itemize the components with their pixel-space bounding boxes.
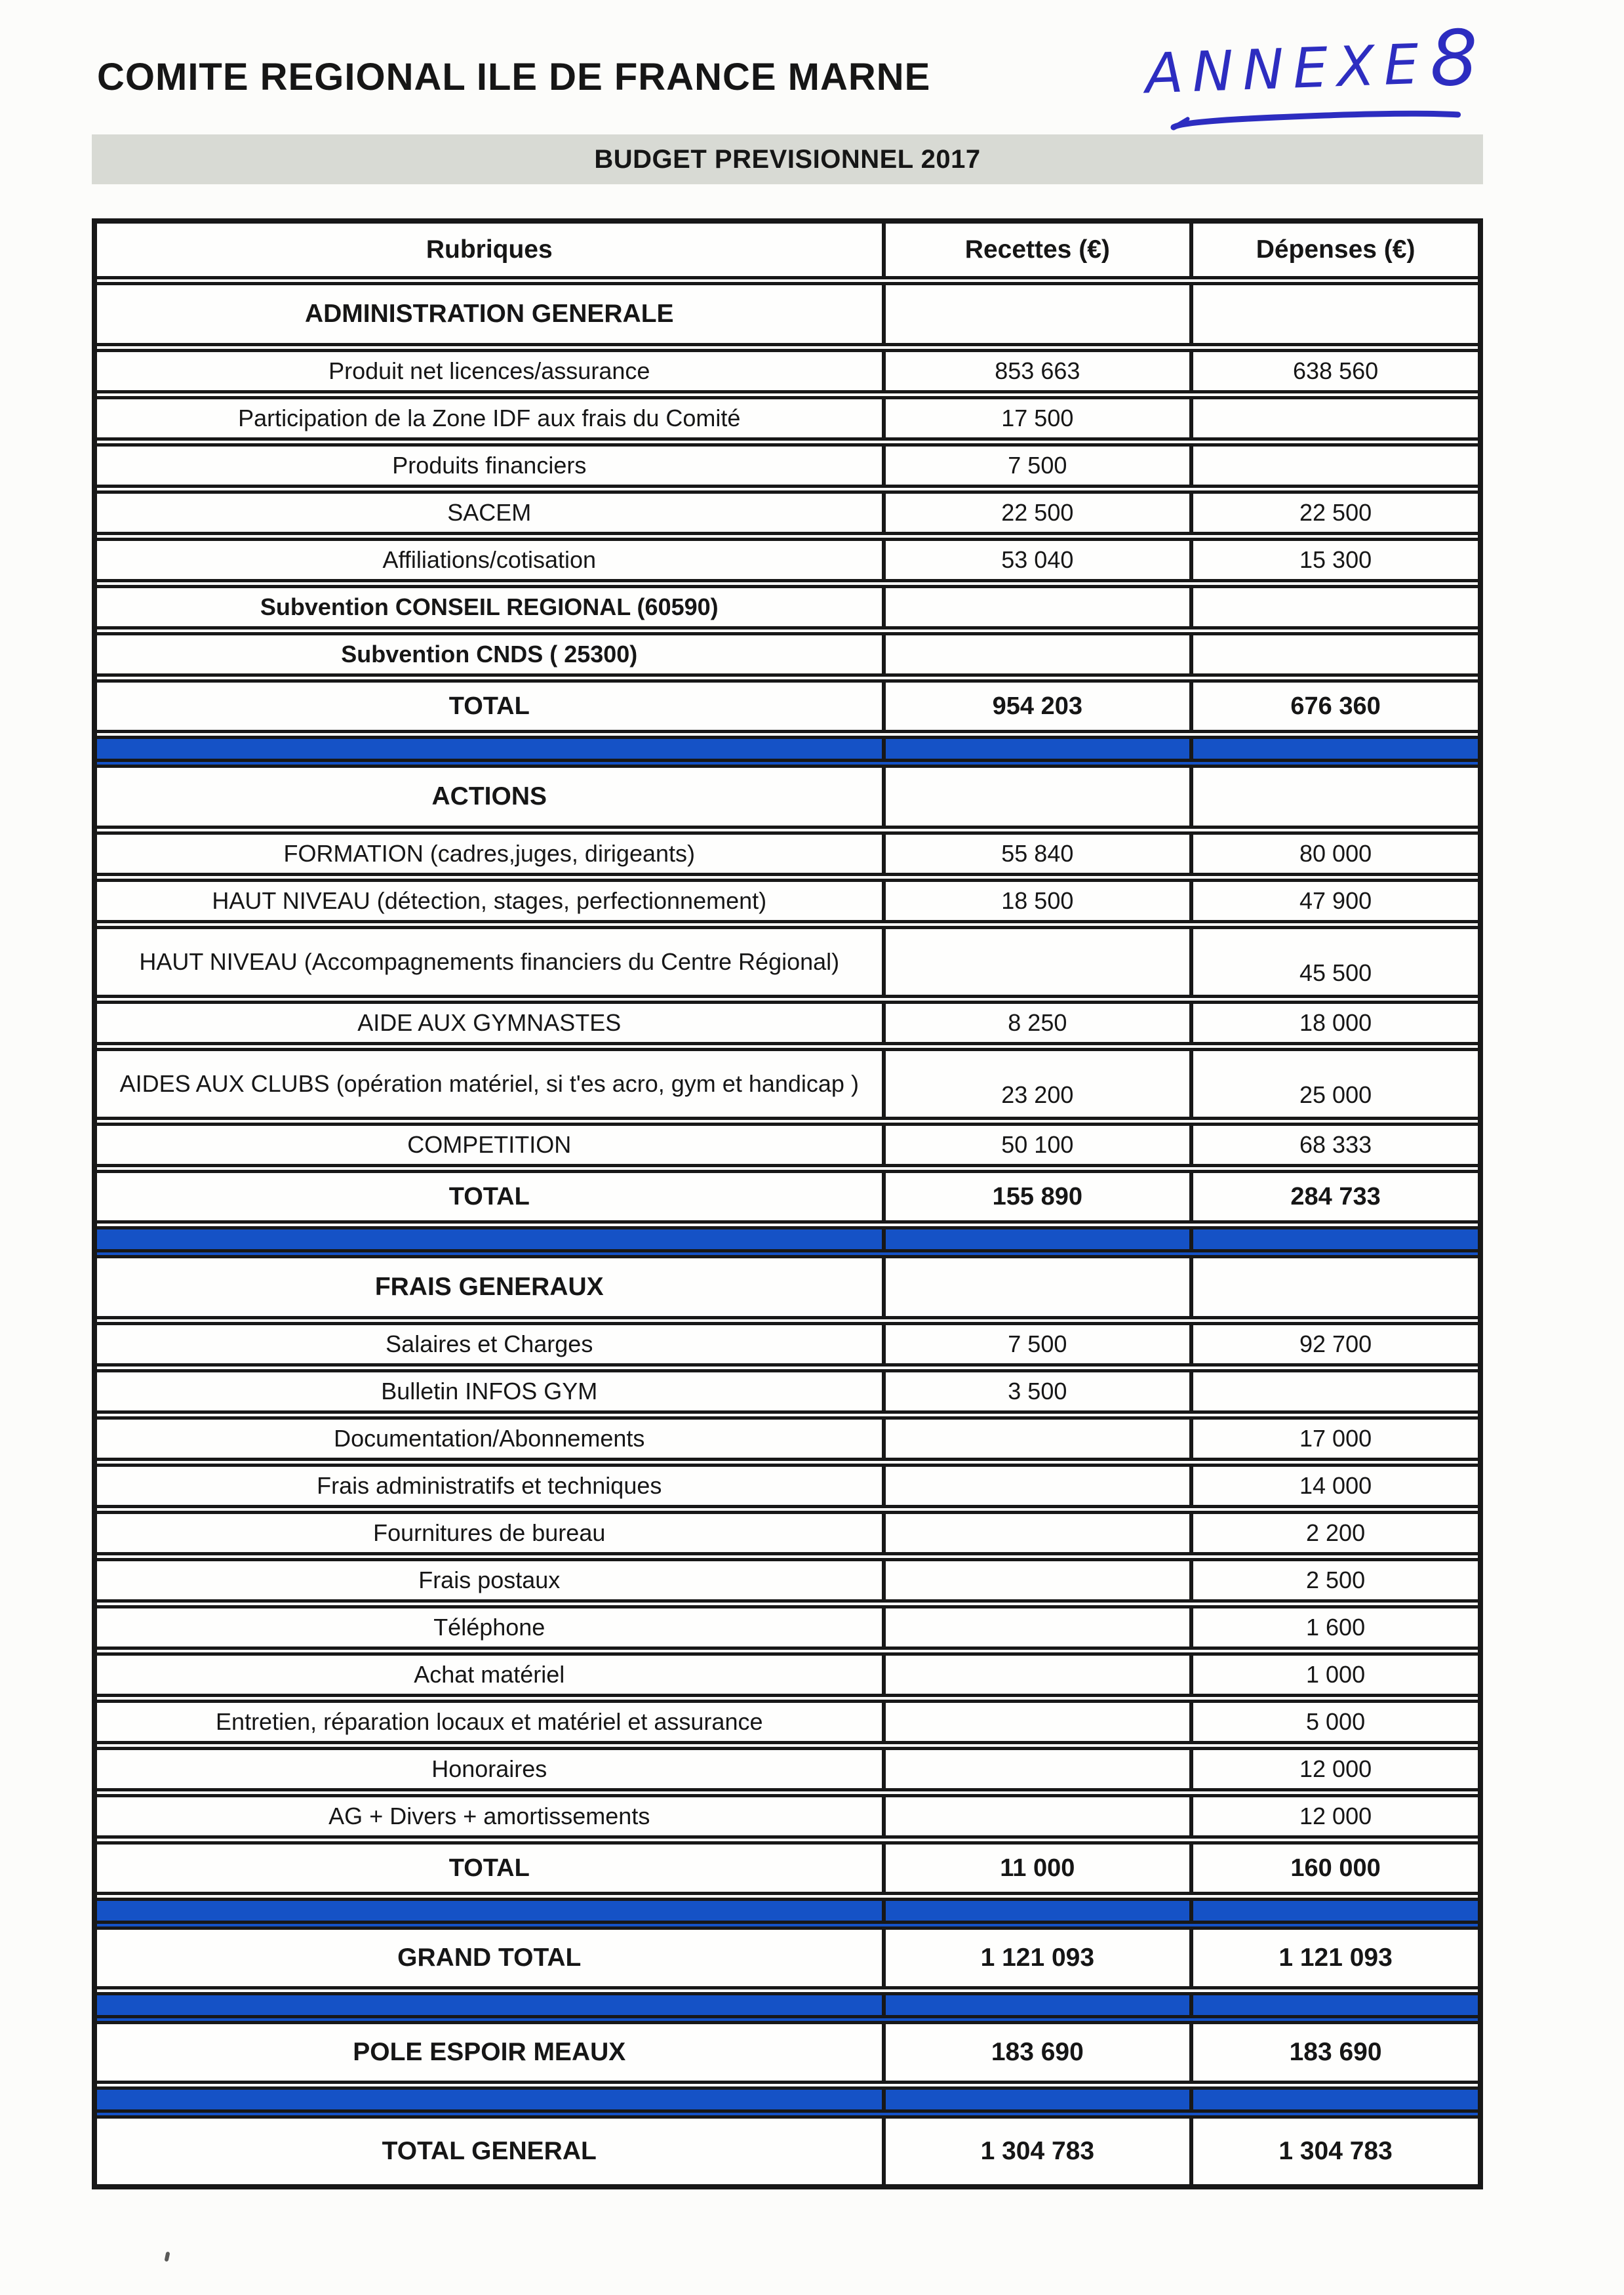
table-row [97, 1420, 1478, 1467]
depenses-cell: 160 000 [1290, 1854, 1381, 1882]
rubrique-cell: ACTIONS [97, 768, 886, 826]
recettes-cell: 11 000 [886, 1845, 1194, 1892]
depenses-cell: 22 500 [1299, 498, 1372, 526]
depenses-cell: 284 733 [1290, 1182, 1381, 1210]
rubrique-cell: AIDES AUX CLUBS (opération matériel, si t'es acro, gym et handicap ) [97, 1051, 886, 1117]
table-row [97, 1797, 1478, 1845]
depenses-cell: 12 000 [1299, 1755, 1372, 1782]
depenses-cell: 14 000 [1299, 1471, 1372, 1499]
table-row [97, 1004, 1478, 1051]
recettes-cell: 183 690 [886, 2024, 1194, 2081]
recettes-cell: 1 304 783 [886, 2119, 1194, 2184]
rubrique-cell: HAUT NIVEAU (Accompagnements financiers du Centre Régional) [97, 929, 886, 995]
rubrique-cell: Documentation/Abonnements [97, 1420, 886, 1458]
recettes-cell: 3 500 [886, 1372, 1194, 1410]
depenses-cell [1193, 285, 1478, 343]
rubrique-cell: FRAIS GENERAUX [97, 1258, 886, 1316]
recettes-cell: 22 500 [886, 494, 1194, 532]
separator-bar-row [97, 2090, 1478, 2119]
rubrique-cell: GRAND TOTAL [97, 1930, 886, 1986]
separator-bar-cell [886, 1229, 1194, 1249]
separator-bar-cell [1193, 1995, 1478, 2015]
depenses-cell: 676 360 [1290, 692, 1381, 720]
table-row [97, 588, 1478, 635]
header-cell-rubriques: Rubriques [97, 224, 886, 276]
table-row [97, 683, 1478, 739]
depenses-cell [1193, 1372, 1478, 1410]
depenses-cell: 68 333 [1299, 1130, 1372, 1158]
rubrique-cell: SACEM [97, 494, 886, 532]
recettes-cell [886, 635, 1194, 673]
recettes-cell: 853 663 [886, 352, 1194, 390]
recettes-cell [886, 1561, 1194, 1599]
rubrique-cell: AIDE AUX GYMNASTES [97, 1004, 886, 1042]
recettes-cell [886, 929, 1194, 995]
table-row [97, 635, 1478, 683]
budget-table [92, 218, 1483, 2189]
rubrique-cell: AG + Divers + amortissements [97, 1797, 886, 1835]
recettes-cell [886, 768, 1194, 826]
table-row [97, 929, 1478, 1004]
recettes-cell: 954 203 [886, 683, 1194, 730]
rubrique-cell: FORMATION (cadres,juges, dirigeants) [97, 835, 886, 873]
depenses-cell [1193, 635, 1478, 673]
depenses-cell: 1 121 093 [1278, 1943, 1393, 1972]
table-row [97, 1051, 1478, 1126]
depenses-cell: 80 000 [1299, 839, 1372, 867]
recettes-cell [886, 1656, 1194, 1694]
table-row [97, 1126, 1478, 1173]
rubrique-cell: TOTAL GENERAL [97, 2119, 886, 2184]
depenses-cell: 1 304 783 [1278, 2136, 1393, 2165]
depenses-cell [1193, 768, 1478, 826]
depenses-cell: 12 000 [1299, 1802, 1372, 1829]
rubrique-cell: Bulletin INFOS GYM [97, 1372, 886, 1410]
recettes-cell: 7 500 [886, 447, 1194, 485]
recettes-cell: 23 200 [886, 1051, 1194, 1117]
recettes-cell: 17 500 [886, 399, 1194, 437]
table-row [97, 1561, 1478, 1608]
depenses-cell: 92 700 [1299, 1330, 1372, 1357]
table-row [97, 447, 1478, 494]
recettes-cell [886, 1797, 1194, 1835]
depenses-cell [1193, 588, 1478, 626]
recettes-cell: 7 500 [886, 1325, 1194, 1363]
rubrique-cell: Affiliations/cotisation [97, 541, 886, 579]
rubrique-cell: Téléphone [97, 1608, 886, 1646]
table-row [97, 1750, 1478, 1797]
rubrique-cell: POLE ESPOIR MEAUX [97, 2024, 886, 2081]
header-cell-recettes: Recettes (€) [886, 224, 1194, 276]
depenses-cell: 25 000 [1299, 1081, 1372, 1108]
separator-bar-cell [886, 1995, 1194, 2015]
depenses-cell: 47 900 [1299, 887, 1372, 914]
recettes-cell: 1 121 093 [886, 1930, 1194, 1986]
separator-bar-row [97, 739, 1478, 768]
rubrique-cell: Honoraires [97, 1750, 886, 1788]
recettes-cell: 53 040 [886, 541, 1194, 579]
recettes-cell [886, 1514, 1194, 1552]
table-row [97, 882, 1478, 929]
annex-underline [1174, 111, 1458, 127]
rubrique-cell: Frais administratifs et techniques [97, 1467, 886, 1505]
separator-bar-cell [97, 1229, 886, 1249]
table-row [97, 1173, 1478, 1229]
separator-bar-cell [886, 2090, 1194, 2109]
recettes-cell: 18 500 [886, 882, 1194, 920]
depenses-cell [1193, 447, 1478, 485]
depenses-cell: 15 300 [1299, 546, 1372, 573]
rubrique-cell: HAUT NIVEAU (détection, stages, perfectionnement) [97, 882, 886, 920]
page-title: COMITE REGIONAL ILE DE FRANCE MARNE [97, 56, 931, 98]
recettes-cell [886, 1420, 1194, 1458]
rubrique-cell: Entretien, réparation locaux et matériel et assurance [97, 1703, 886, 1741]
depenses-cell: 1 000 [1306, 1660, 1366, 1688]
separator-bar-cell [97, 1995, 886, 2015]
depenses-cell [1193, 399, 1478, 437]
annex-number: 8 [1428, 13, 1480, 104]
table-row [97, 1467, 1478, 1514]
rubrique-cell: Produits financiers [97, 447, 886, 485]
table-row [97, 1372, 1478, 1420]
separator-bar-cell [97, 2090, 886, 2109]
table-row [97, 1258, 1478, 1325]
table-row [97, 2024, 1478, 2090]
table-row [97, 1325, 1478, 1372]
rubrique-cell: Subvention CNDS ( 25300) [97, 635, 886, 673]
recettes-cell: 50 100 [886, 1126, 1194, 1164]
depenses-cell: 2 200 [1306, 1519, 1366, 1546]
scan-artifact-mark [165, 2252, 170, 2262]
table-row [97, 285, 1478, 352]
banner-budget-previsionnel: BUDGET PREVISIONNEL 2017 [92, 134, 1483, 184]
rubrique-cell: ADMINISTRATION GENERALE [97, 285, 886, 343]
rubrique-cell: TOTAL [97, 1845, 886, 1892]
rubrique-cell: COMPETITION [97, 1126, 886, 1164]
separator-bar-cell [1193, 1229, 1478, 1249]
rubrique-cell: Fournitures de bureau [97, 1514, 886, 1552]
depenses-cell: 1 600 [1306, 1613, 1366, 1641]
table-row [97, 1514, 1478, 1561]
separator-bar-cell [1193, 1901, 1478, 1921]
recettes-cell [886, 1750, 1194, 1788]
table-row [97, 835, 1478, 882]
table-row [97, 1608, 1478, 1656]
depenses-cell: 18 000 [1299, 1008, 1372, 1036]
depenses-cell: 2 500 [1306, 1566, 1366, 1593]
separator-bar-cell [886, 739, 1194, 759]
table-row [97, 399, 1478, 447]
table-row [97, 1656, 1478, 1703]
separator-bar-row [97, 1901, 1478, 1930]
recettes-cell [886, 285, 1194, 343]
rubrique-cell: Salaires et Charges [97, 1325, 886, 1363]
rubrique-cell: Subvention CONSEIL REGIONAL (60590) [97, 588, 886, 626]
separator-bar-cell [886, 1901, 1194, 1921]
table-row [97, 2119, 1478, 2184]
rubrique-cell: Achat matériel [97, 1656, 886, 1694]
recettes-cell [886, 1258, 1194, 1316]
depenses-cell: 45 500 [1299, 959, 1372, 986]
recettes-cell [886, 1608, 1194, 1646]
recettes-cell: 8 250 [886, 1004, 1194, 1042]
separator-bar-cell [97, 739, 886, 759]
separator-bar-row [97, 1995, 1478, 2024]
rubrique-cell: Produit net licences/assurance [97, 352, 886, 390]
depenses-cell [1193, 1258, 1478, 1316]
separator-bar-cell [97, 1901, 886, 1921]
rubrique-cell: TOTAL [97, 683, 886, 730]
recettes-cell [886, 1467, 1194, 1505]
table-row [97, 494, 1478, 541]
recettes-cell [886, 588, 1194, 626]
recettes-cell: 155 890 [886, 1173, 1194, 1220]
rubrique-cell: Participation de la Zone IDF aux frais du Comité [97, 399, 886, 437]
depenses-cell: 17 000 [1299, 1424, 1372, 1452]
recettes-cell [886, 1703, 1194, 1741]
table-row [97, 1930, 1478, 1995]
header-cell-depenses: Dépenses (€) [1256, 235, 1416, 264]
depenses-cell: 638 560 [1293, 357, 1379, 384]
separator-bar-row [97, 1229, 1478, 1258]
table-row [97, 1845, 1478, 1901]
table-row [97, 768, 1478, 835]
table-row [97, 352, 1478, 399]
depenses-cell: 5 000 [1306, 1707, 1366, 1735]
depenses-cell: 183 690 [1289, 2037, 1382, 2066]
table-row [97, 1703, 1478, 1750]
rubrique-cell: Frais postaux [97, 1561, 886, 1599]
rubrique-cell: TOTAL [97, 1173, 886, 1220]
separator-bar-cell [1193, 739, 1478, 759]
table-row [97, 541, 1478, 588]
recettes-cell: 55 840 [886, 835, 1194, 873]
table-header-row [97, 224, 1478, 285]
annex-word: ANNEXE [1144, 31, 1429, 106]
separator-bar-cell [1193, 2090, 1478, 2109]
